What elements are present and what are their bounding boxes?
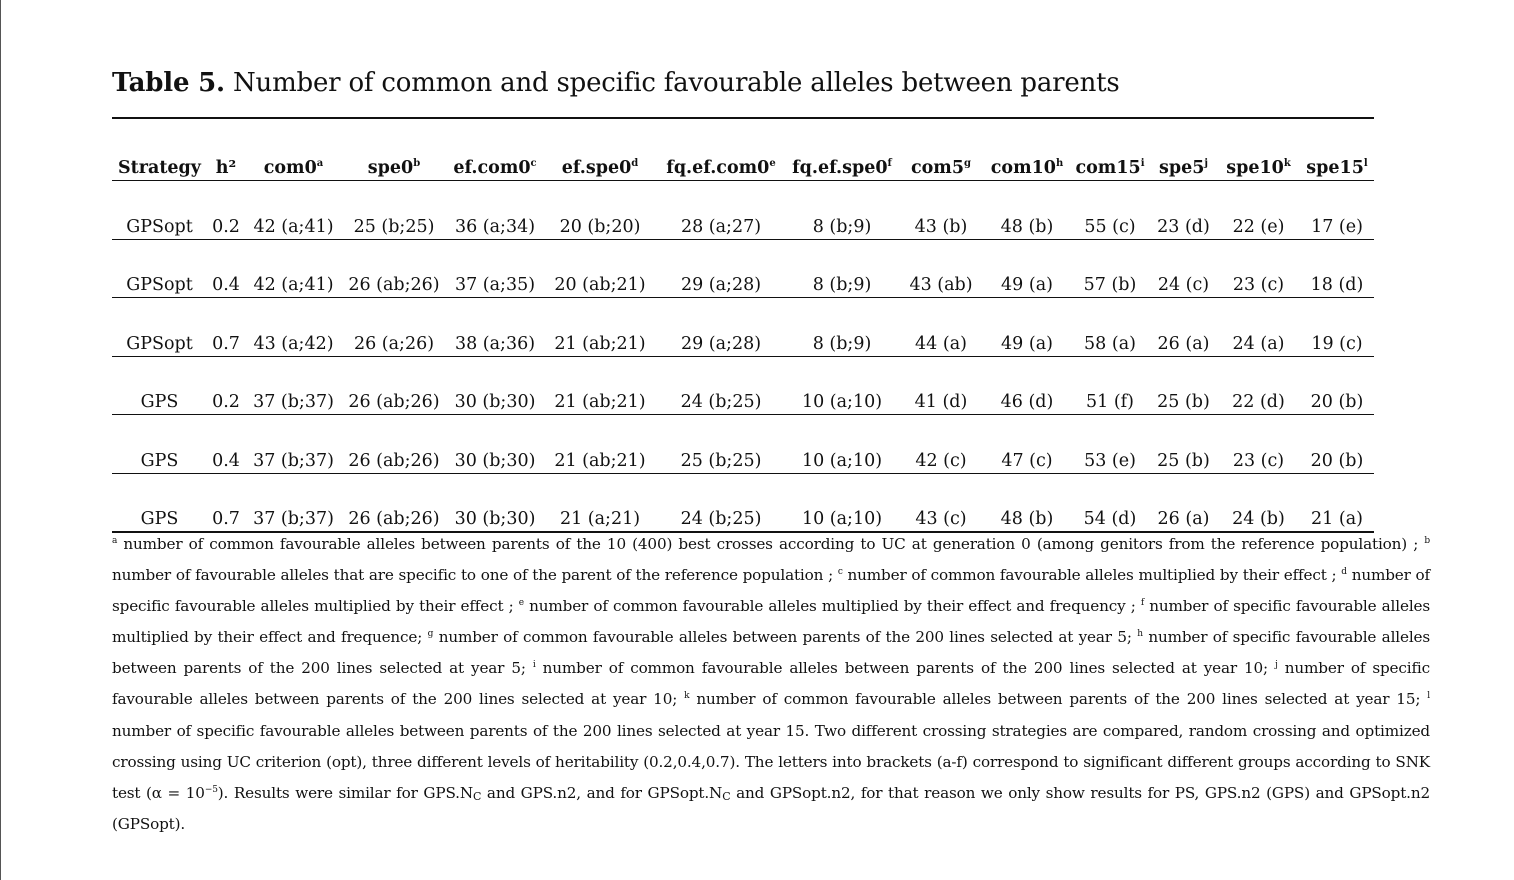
table-cell: 20 (b;20): [544, 181, 656, 240]
table-cell: 43 (ab): [898, 239, 984, 298]
column-header-footnote-mark: j: [1204, 158, 1209, 169]
column-header: [984, 140, 1070, 181]
table-cell: 57 (b): [1070, 239, 1150, 298]
table-cell: 21 (a;21): [544, 473, 656, 532]
table-cell: 26 (ab;26): [342, 356, 446, 415]
table-cell: 26 (a): [1150, 473, 1217, 532]
table-cell: 19 (c): [1300, 298, 1374, 357]
column-header-footnote-mark: i: [1140, 158, 1145, 169]
table-cell: 29 (a;28): [656, 298, 786, 357]
column-header: [207, 140, 245, 181]
footnote-mark-e: e: [518, 598, 524, 609]
column-header-footnote-mark: d: [631, 158, 639, 169]
table-cell: 0.7: [207, 473, 245, 532]
table-cell: 25 (b): [1150, 356, 1217, 415]
column-header-footnote-mark: h: [1055, 158, 1064, 169]
footnote-k: number of common favourable alleles between parents of the 200 lines selected at year 15;: [696, 690, 1421, 709]
table-cell: 41 (d): [898, 356, 984, 415]
column-header: [898, 140, 984, 181]
table-cell: 22 (d): [1217, 356, 1300, 415]
column-header-label: fq.ef.com0: [666, 158, 770, 178]
footnote-c: number of common favourable alleles multiplied by their effect ;: [847, 566, 1337, 585]
table-cell: 20 (ab;21): [544, 239, 656, 298]
column-header-footnote-mark: f: [887, 158, 892, 169]
table-cell: 26 (ab;26): [342, 473, 446, 532]
column-header-label: com10: [990, 158, 1056, 178]
footnote-f: number of specific favourable alleles multiplied by their effect and frequence;: [112, 597, 1431, 647]
table-cell: 21 (ab;21): [544, 415, 656, 474]
table-header: [112, 140, 1374, 181]
table-footnotes: [112, 529, 1430, 840]
table-cell: 30 (b;30): [446, 473, 544, 532]
table-cell: 43 (c): [898, 473, 984, 532]
column-header-label: spe0: [367, 158, 414, 178]
column-header-footnote-mark: c: [530, 158, 537, 169]
table-cell: 28 (a;27): [656, 181, 786, 240]
column-header-footnote-mark: g: [964, 158, 972, 169]
table-cell: 46 (d): [984, 356, 1070, 415]
table-cell: 37 (b;37): [245, 473, 342, 532]
table-cell: 55 (c): [1070, 181, 1150, 240]
column-header-label: spe15: [1306, 158, 1364, 178]
column-header-footnote-mark: b: [413, 158, 421, 169]
table-cell: GPS: [112, 473, 207, 532]
table-cell: 21 (a): [1300, 473, 1374, 532]
table-cell: 44 (a): [898, 298, 984, 357]
column-header-label: spe5: [1158, 158, 1205, 178]
table-cell: 58 (a): [1070, 298, 1150, 357]
footnote-tail-2: ). Results were similar for GPS.N: [217, 783, 473, 802]
column-header: [544, 140, 656, 181]
column-header-label: fq.ef.spe0: [792, 158, 888, 178]
column-header: [1070, 140, 1150, 181]
footnote-subscript-1: C: [472, 789, 482, 803]
column-header: [786, 140, 898, 181]
footnote-exponent: −5: [204, 784, 218, 795]
column-header-label: ef.com0: [453, 158, 531, 178]
table-cell: 29 (a;28): [656, 239, 786, 298]
table-row: [112, 181, 1374, 240]
footnote-mark-f: f: [1140, 598, 1145, 609]
table-cell: 43 (b): [898, 181, 984, 240]
table-row: [112, 239, 1374, 298]
table-cell: 42 (a;41): [245, 239, 342, 298]
column-header: [446, 140, 544, 181]
table-cell: 0.4: [207, 239, 245, 298]
table-cell: 8 (b;9): [786, 239, 898, 298]
table-row: [112, 473, 1374, 532]
column-header: [1217, 140, 1300, 181]
column-header-label: com0: [263, 158, 317, 178]
header-row: [112, 140, 1374, 181]
table-cell: 54 (d): [1070, 473, 1150, 532]
table-cell: 21 (ab;21): [544, 356, 656, 415]
table-cell: 24 (c): [1150, 239, 1217, 298]
table-cell: 49 (a): [984, 239, 1070, 298]
table-cell: 24 (b): [1217, 473, 1300, 532]
table-cell: GPS: [112, 356, 207, 415]
table-top-rule: [112, 117, 1374, 119]
column-header: [656, 140, 786, 181]
footnote-j: number of specific favourable alleles between parents of the 200 lines selected at year 10;: [112, 659, 1430, 709]
footnote-l: number of specific favourable alleles between parents of the 200 lines selected at year 15.: [112, 721, 810, 740]
table-row: [112, 298, 1374, 357]
table-cell: 24 (a): [1217, 298, 1300, 357]
page-left-border: [0, 0, 1, 880]
column-header: [245, 140, 342, 181]
footnote-mark-i: i: [532, 660, 536, 671]
results-table: [112, 140, 1374, 533]
table-cell: 25 (b;25): [656, 415, 786, 474]
column-header-footnote-mark: l: [1363, 158, 1368, 169]
table-cell: 42 (c): [898, 415, 984, 474]
footnote-h: number of specific favourable alleles between parents of the 200 lines selected at year 5;: [112, 628, 1431, 678]
column-header-label: com5: [910, 158, 965, 178]
table-caption: [112, 68, 1120, 98]
column-header-label: ef.spe0: [561, 158, 632, 178]
footnote-subscript-2: C: [722, 789, 731, 803]
column-header-footnote-mark: e: [769, 158, 776, 169]
table-cell: 10 (a;10): [786, 473, 898, 532]
column-header: [1300, 140, 1374, 181]
table-cell: 30 (b;30): [446, 415, 544, 474]
table-cell: 25 (b;25): [342, 181, 446, 240]
table-caption-text: Number of common and specific favourable alleles between parents: [224, 68, 1120, 98]
table-cell: 38 (a;36): [446, 298, 544, 357]
table-cell: 51 (f): [1070, 356, 1150, 415]
table-cell: 23 (c): [1217, 415, 1300, 474]
table-cell: 49 (a): [984, 298, 1070, 357]
table-cell: GPSopt: [112, 239, 207, 298]
footnote-mark-g: g: [427, 629, 434, 640]
table-body: [112, 181, 1374, 533]
footnote-mark-j: j: [1275, 660, 1278, 671]
column-header-label: h²: [215, 158, 237, 178]
table-cell: 25 (b): [1150, 415, 1217, 474]
column-header-footnote-mark: a: [316, 158, 324, 169]
column-header-footnote-mark: k: [1283, 158, 1291, 169]
table-cell: 53 (e): [1070, 415, 1150, 474]
table-cell: GPSopt: [112, 181, 207, 240]
footnote-mark-h: h: [1137, 629, 1143, 640]
table-cell: 23 (c): [1217, 239, 1300, 298]
footnote-tail-1: Two different crossing strategies are compared, random crossing and optimized crossing using UC criterion (opt), three different levels of heritability (0.2,0.4,0.7). The letters into brackets (a-f) correspond to significant different groups according to SNK test (α = 10: [112, 721, 1430, 802]
column-header: [342, 140, 446, 181]
footnote-tail-4: and GPSopt.n2, for that reason we only show results for PS, GPS.n2 (GPS) and GPSopt.n2 (GPSopt).: [112, 783, 1431, 833]
footnote-i: number of common favourable alleles between parents of the 200 lines selected at year 10;: [542, 659, 1269, 678]
footnote-d: number of specific favourable alleles multiplied by their effect ;: [112, 566, 1430, 616]
table-cell: 37 (a;35): [446, 239, 544, 298]
table-cell: 23 (d): [1150, 181, 1217, 240]
footnote-g: number of common favourable alleles between parents of the 200 lines selected at year 5;: [438, 628, 1132, 647]
table-cell: 36 (a;34): [446, 181, 544, 240]
table-cell: 10 (a;10): [786, 415, 898, 474]
table-cell: 30 (b;30): [446, 356, 544, 415]
table-cell: 26 (a;26): [342, 298, 446, 357]
table-cell: 0.2: [207, 181, 245, 240]
table-cell: 18 (d): [1300, 239, 1374, 298]
footnote-b: number of favourable alleles that are specific to one of the parent of the reference population ;: [112, 566, 834, 585]
table-row: [112, 415, 1374, 474]
table-cell: 8 (b;9): [786, 181, 898, 240]
table-cell: 0.7: [207, 298, 245, 357]
footnote-mark-l: l: [1427, 691, 1430, 702]
table-cell: 17 (e): [1300, 181, 1374, 240]
table-cell: GPSopt: [112, 298, 207, 357]
column-header-label: Strategy: [118, 158, 201, 178]
table-cell: 26 (ab;26): [342, 239, 446, 298]
table-cell: 22 (e): [1217, 181, 1300, 240]
table-cell: 10 (a;10): [786, 356, 898, 415]
table-cell: 37 (b;37): [245, 415, 342, 474]
table-cell: 48 (b): [984, 473, 1070, 532]
table-cell: 0.4: [207, 415, 245, 474]
table-cell: 20 (b): [1300, 415, 1374, 474]
table-cell: 37 (b;37): [245, 356, 342, 415]
footnote-tail-3: and GPS.n2, and for GPSopt.N: [481, 783, 723, 802]
table-cell: 42 (a;41): [245, 181, 342, 240]
table-cell: 48 (b): [984, 181, 1070, 240]
footnote-mark-a: a: [112, 536, 118, 546]
column-header-label: spe10: [1226, 158, 1284, 178]
table-cell: 24 (b;25): [656, 356, 786, 415]
column-header: [1150, 140, 1217, 181]
table-row: [112, 356, 1374, 415]
table-cell: 43 (a;42): [245, 298, 342, 357]
column-header-label: com15: [1075, 158, 1141, 178]
table-cell: 21 (ab;21): [544, 298, 656, 357]
footnote-mark-b: b: [1424, 536, 1431, 546]
footnote-a: number of common favourable alleles between parents of the 10 (400) best crosses according to UC at generation 0 (among genitors from the reference population) ;: [123, 535, 1419, 553]
table-cell: 20 (b): [1300, 356, 1374, 415]
table-cell: 26 (a): [1150, 298, 1217, 357]
footnote-mark-c: c: [837, 567, 843, 578]
table-cell: 47 (c): [984, 415, 1070, 474]
table-cell: 24 (b;25): [656, 473, 786, 532]
table-cell: GPS: [112, 415, 207, 474]
table-cell: 26 (ab;26): [342, 415, 446, 474]
table-cell: 8 (b;9): [786, 298, 898, 357]
footnote-mark-d: d: [1341, 567, 1347, 578]
table-caption-label: Table 5.: [112, 68, 225, 98]
table-cell: 0.2: [207, 356, 245, 415]
column-header: [112, 140, 207, 181]
footnote-mark-k: k: [684, 691, 690, 702]
footnote-e: number of common favourable alleles multiplied by their effect and frequency ;: [529, 597, 1136, 616]
